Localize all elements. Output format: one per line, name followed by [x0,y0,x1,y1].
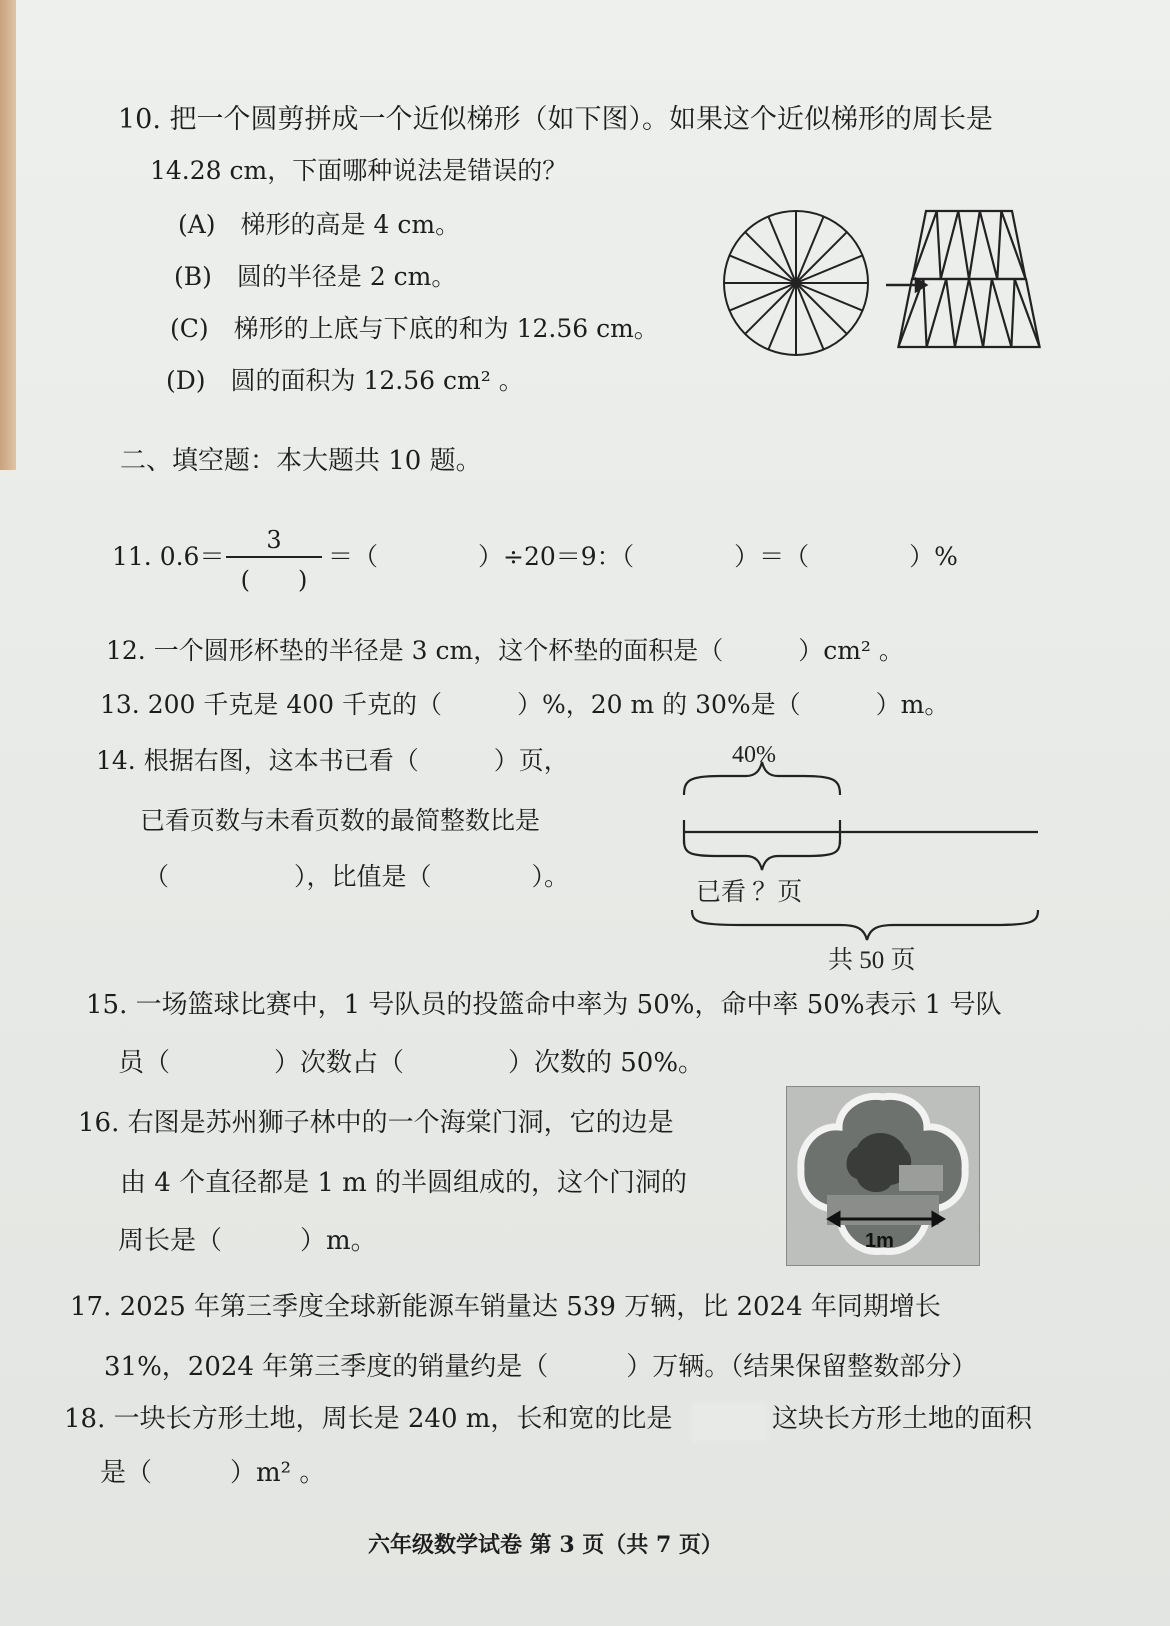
q10-option-b: (B) 圆的半径是 2 cm。 [174,262,457,291]
total-brace [692,910,1038,940]
photo-scale-label: 1m [865,1230,894,1252]
q13-text: 13. 200 千克是 400 千克的（ ）%，20 m 的 30%是（ ）m。 [100,690,950,719]
q10-option-d: (D) 圆的面积为 12.56 cm² 。 [166,366,524,395]
q11-fraction-numerator: 3 [226,526,322,558]
q10-option-c: (C) 梯形的上底与下底的和为 12.56 cm。 [170,314,659,343]
q18-line1-start: 18. 一块长方形土地，周长是 240 m，长和宽的比是 [64,1404,673,1434]
q10-line1: 10. 把一个圆剪拼成一个近似梯形（如下图）。如果这个近似梯形的周长是 [118,104,994,135]
q11-fraction-denominator: ( ) [240,566,308,594]
page-footer: 六年级数学试卷 第 3 页（共 7 页） [368,1532,723,1558]
blurred-ratio [692,1402,768,1442]
q14-line2: 已看页数与未看页数的最简整数比是 [140,806,541,835]
q14-bar-diagram [660,740,1080,980]
q10-option-a: (A) 梯形的高是 4 cm。 [178,210,461,239]
total-pages-label: 共 50 页 [828,947,916,974]
q11-lead: 11. 0.6＝ [112,542,225,571]
q15-line2: 员（ ）次数占（ ）次数的 50%。 [118,1048,705,1078]
q16-line1: 16. 右图是苏州狮子林中的一个海棠门洞，它的边是 [78,1108,674,1138]
bottom-brace [684,840,840,870]
q18-line1-end: 这块长方形土地的面积 [772,1404,1033,1434]
q11-tail: ＝（ ）÷20＝9：（ ）＝（ ）% [328,542,958,571]
circle-sector-line [745,232,796,283]
q17-line2: 31%，2024 年第三季度的销量约是（ ）万辆。（结果保留整数部分） [104,1352,978,1382]
trapezoid-triangle-lines [912,211,1025,279]
begonia-doorway-photo [786,1086,980,1266]
q14-line1: 14. 根据右图，这本书已看（ ）页， [96,746,569,775]
q10-line2: 14.28 cm，下面哪种说法是错误的？ [150,156,568,185]
percent-label: 40% [732,742,776,768]
q16-line3: 周长是（ ）m。 [118,1226,377,1256]
q18-line2: 是（ ）m² 。 [100,1458,326,1488]
q16-line2: 由 4 个直径都是 1 m 的半圆组成的，这个门洞的 [120,1168,688,1198]
circle-sector-line [796,232,847,283]
circle-sector-line [745,283,796,334]
section-2-title: 二、填空题：本大题共 10 题。 [120,446,482,476]
trapezoid-triangle-lines [898,279,1039,347]
circle-sector-line [796,283,847,334]
q15-line1: 15. 一场篮球比赛中，1 号队员的投篮命中率为 50%，命中率 50%表示 1 号队 [86,990,1002,1020]
approx-trapezoid [898,211,1039,347]
q14-line3: （ ），比值是（ ）。 [144,862,570,891]
circle-trapezoid-figure [720,205,1070,365]
desk-edge [0,0,16,470]
q17-line1: 17. 2025 年第三季度全球新能源车销量达 539 万辆，比 2024 年同期增长 [70,1292,941,1322]
q12-text: 12. 一个圆形杯垫的半径是 3 cm，这个杯垫的面积是（ ）cm² 。 [106,636,904,665]
trapezoid-row-outline [912,211,1025,279]
divided-circle [724,211,868,355]
read-pages-label: 已看 ？页 [696,879,803,906]
q11-fraction [226,526,322,595]
